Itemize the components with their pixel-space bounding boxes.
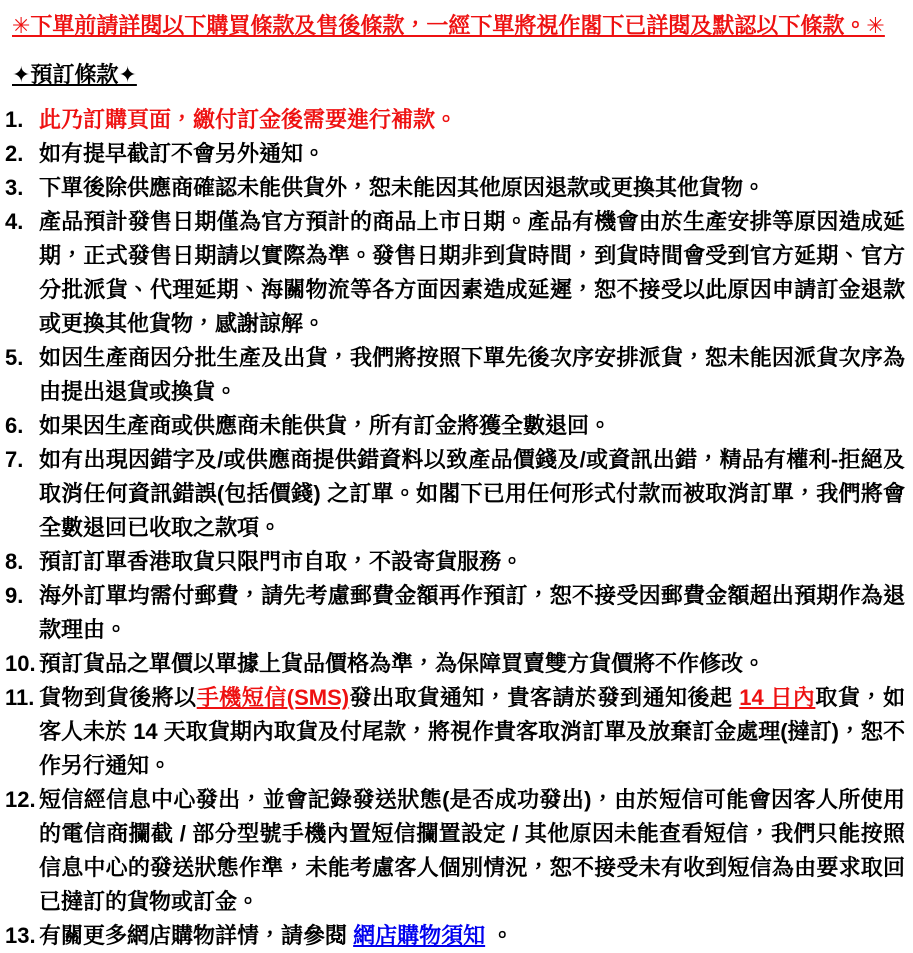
term-item-10 [5, 647, 905, 681]
term-text [39, 341, 905, 409]
term-item-11 [5, 681, 905, 783]
term-number: 13. [5, 923, 36, 948]
term-item-5 [5, 341, 905, 409]
term-segment: 如有出現因錯字及/或供應商提供錯資料以致產品價錢及/或資訊出錯，精品有權利-拒絕及取消任何資訊錯誤(包括價錢) 之訂單。如閣下已用任何形式付款而被取消訂單，我們將會全數退回已收取之款項。 [39, 447, 905, 540]
term-item-7 [5, 443, 905, 545]
term-text [39, 103, 905, 137]
term-text [39, 443, 905, 545]
term-text [39, 545, 905, 579]
term-text [39, 681, 905, 783]
term-segment: 下單後除供應商確認未能供貨外，恕未能因其他原因退款或更換其他貨物。 [39, 175, 766, 200]
term-text [39, 205, 905, 341]
section-title-preorder-terms: ✦預訂條款✦ [12, 62, 137, 87]
purchase-terms-warning-heading: ✳下單前請詳閱以下購買條款及售後條款，一經下單將視作閣下已詳閱及默認以下條款。✳ [12, 13, 885, 38]
term-segment: 此乃訂購頁面，繳付訂金後需要進行補款。 [39, 107, 458, 132]
term-number: 1. [5, 107, 24, 132]
term-segment: 發出取貨通知，貴客請於發到通知後起 [349, 685, 740, 710]
term-text [39, 137, 905, 171]
term-segment: 如果因生產商或供應商未能供貨，所有訂金將獲全數退回。 [39, 413, 612, 438]
term-segment: 海外訂單均需付郵費，請先考慮郵費金額再作預訂，恕不接受因郵費金額超出預期作為退款理由。 [39, 583, 905, 642]
terms-list [5, 103, 905, 953]
term-segment: 取貨，如客人未於 14 天取貨期內取貨及付尾款，將視作貴客取消訂單及放棄訂金處理(撻訂)，恕不作另行通知。 [39, 685, 905, 778]
term-text [39, 647, 905, 681]
term-item-12 [5, 783, 905, 919]
term-item-6 [5, 409, 905, 443]
term-item-9 [5, 579, 905, 647]
term-number: 3. [5, 175, 24, 200]
term-segment: 預訂貨品之單價以單據上貨品價格為準，為保障買賣雙方貨價將不作修改。 [39, 651, 766, 676]
shop-guide-link[interactable]: 網店購物須知 [353, 923, 486, 948]
term-segment: 如有提早截訂不會另外通知。 [39, 141, 326, 166]
term-text [39, 409, 905, 443]
term-item-4 [5, 205, 905, 341]
term-segment: 貨物到貨後將以 [39, 685, 197, 710]
term-number: 9. [5, 583, 24, 608]
term-item-8 [5, 545, 905, 579]
term-number: 5. [5, 345, 24, 370]
term-segment: 有關更多網店購物詳情，請參閱 [39, 923, 354, 948]
term-number: 7. [5, 447, 24, 472]
term-item-2 [5, 137, 905, 171]
term-item-1 [5, 103, 905, 137]
term-number: 4. [5, 209, 24, 234]
term-number: 10. [5, 651, 36, 676]
term-segment: 。 [485, 923, 514, 948]
term-segment: 預訂訂單香港取貨只限門市自取，不設寄貨服務。 [39, 549, 524, 574]
term-number: 11. [5, 685, 35, 710]
term-number: 8. [5, 549, 24, 574]
term-segment: 手機短信(SMS) [196, 685, 350, 710]
term-segment: 短信經信息中心發出，並會記錄發送狀態(是否成功發出)，由於短信可能會因客人所使用的電信商攔截 / 部分型號手機內置短信攔置設定 / 其他原因未能查看短信，我們只能按照信息中心的發送狀態作準，未能考慮客人個別情況，恕不接受未有收到短信為由要求取回已撻訂的貨物或訂金。 [39, 787, 905, 914]
term-text [39, 171, 905, 205]
term-segment: 如因生產商因分批生產及出貨，我們將按照下單先後次序安排派貨，恕未能因派貨次序為由提出退貨或換貨。 [39, 345, 905, 404]
term-number: 12. [5, 787, 36, 812]
term-item-3 [5, 171, 905, 205]
term-segment: 產品預計發售日期僅為官方預計的商品上市日期。產品有機會由於生產安排等原因造成延期，正式發售日期請以實際為準。發售日期非到貨時間，到貨時間會受到官方延期、官方分批派貨、代理延期、海關物流等各方面因素造成延遲，恕不接受以此原因申請訂金退款或更換其他貨物，感謝諒解。 [39, 209, 905, 336]
term-segment: 14 日內 [739, 685, 816, 710]
term-number: 2. [5, 141, 24, 166]
term-number: 6. [5, 413, 24, 438]
term-text [39, 783, 905, 919]
term-text [39, 579, 905, 647]
